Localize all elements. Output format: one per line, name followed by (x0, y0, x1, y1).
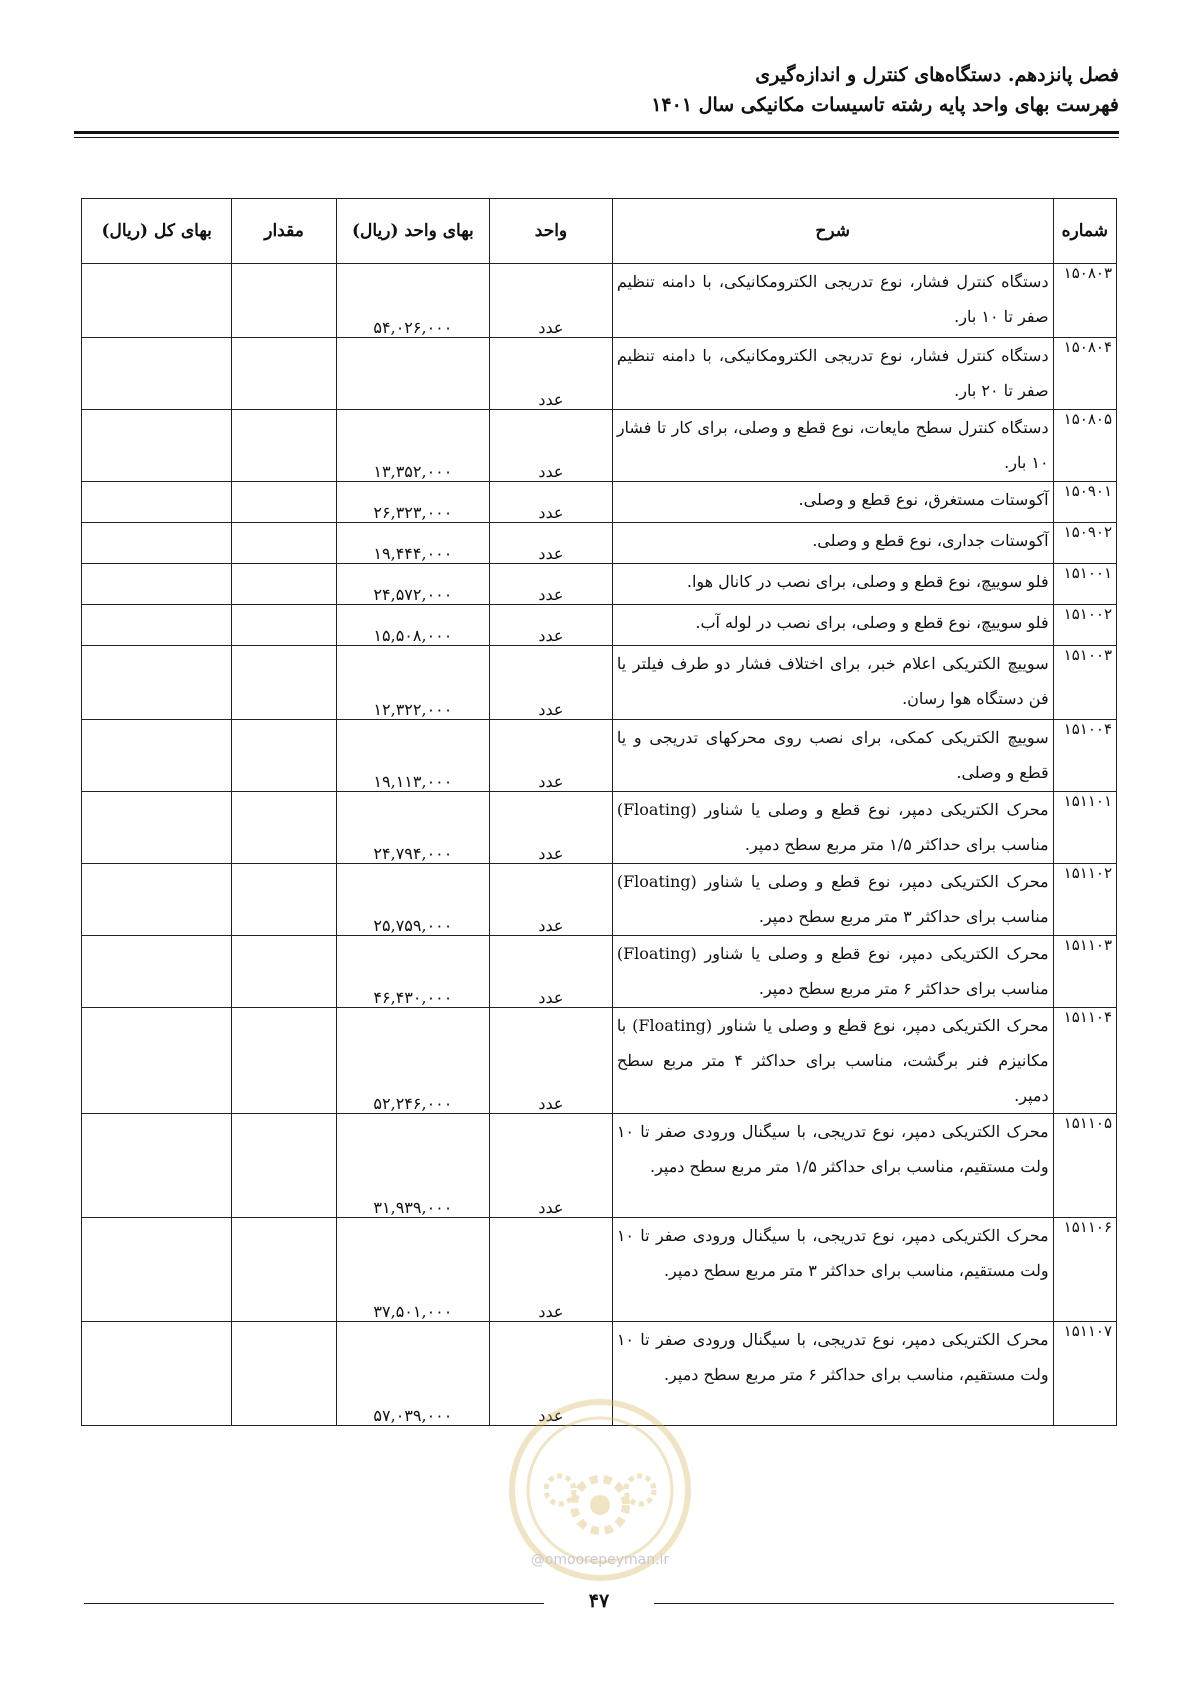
item-number: ۱۵۱۰۰۲ (1053, 605, 1116, 646)
item-description: محرک الکتریکی دمپر، نوع تدریجی، با سیگنال ورودی صفر تا ۱۰ ولت مستقیم، مناسب برای حداکثر ۱/۵ متر مربع سطح دمپر. (612, 1114, 1053, 1218)
table-row (82, 1114, 1117, 1218)
header-quantity: مقدار (232, 199, 336, 264)
item-unit: عدد (490, 864, 613, 936)
price-table (81, 198, 1117, 1426)
item-description: دستگاه کنترل فشار، نوع تدریجی الکترومکانیکی، با دامنه تنظیم صفر تا ۱۰ بار. (612, 264, 1053, 338)
item-total-price (82, 936, 232, 1008)
item-quantity (232, 482, 336, 523)
item-unit-price: ۳۱,۹۳۹,۰۰۰ (336, 1114, 489, 1218)
item-quantity (232, 936, 336, 1008)
item-number: ۱۵۱۱۰۶ (1053, 1218, 1116, 1322)
item-description: آکوستات جداری، نوع قطع و وصلی. (612, 523, 1053, 564)
item-description: محرک الکتریکی دمپر، نوع تدریجی، با سیگنال ورودی صفر تا ۱۰ ولت مستقیم، مناسب برای حداکثر ۶ متر مربع سطح دمپر. (612, 1322, 1053, 1426)
item-description: دستگاه کنترل سطح مایعات، نوع قطع و وصلی، برای کار تا فشار ۱۰ بار. (612, 410, 1053, 482)
item-unit: عدد (490, 264, 613, 338)
item-unit: عدد (490, 1218, 613, 1322)
table-row (82, 1218, 1117, 1322)
item-total-price (82, 864, 232, 936)
item-unit: عدد (490, 1114, 613, 1218)
item-unit: عدد (490, 523, 613, 564)
item-unit: عدد (490, 564, 613, 605)
item-total-price (82, 482, 232, 523)
document-title: فهرست بهای واحد پایه رشته تاسیسات مکانیکی سال ۱۴۰۱ (651, 94, 1119, 116)
item-quantity (232, 264, 336, 338)
item-quantity (232, 1322, 336, 1426)
item-quantity (232, 1114, 336, 1218)
item-unit-price: ۲۵,۷۵۹,۰۰۰ (336, 864, 489, 936)
page-header (74, 60, 1119, 120)
item-description: سوییچ الکتریکی اعلام خبر، برای اختلاف فشار دو طرف فیلتر یا فن دستگاه هوا رسان. (612, 646, 1053, 720)
table-row (82, 1322, 1117, 1426)
item-quantity (232, 1008, 336, 1114)
item-total-price (82, 792, 232, 864)
item-number: ۱۵۱۰۰۱ (1053, 564, 1116, 605)
item-number: ۱۵۱۱۰۷ (1053, 1322, 1116, 1426)
table-body (82, 264, 1117, 1426)
table-row (82, 338, 1117, 410)
table-row (82, 482, 1117, 523)
item-unit-price: ۱۳,۳۵۲,۰۰۰ (336, 410, 489, 482)
table-row (82, 936, 1117, 1008)
item-description: محرک الکتریکی دمپر، نوع تدریجی، با سیگنال ورودی صفر تا ۱۰ ولت مستقیم، مناسب برای حداکثر ۳ متر مربع سطح دمپر. (612, 1218, 1053, 1322)
item-unit-price: ۲۴,۵۷۲,۰۰۰ (336, 564, 489, 605)
item-quantity (232, 646, 336, 720)
item-unit: عدد (490, 605, 613, 646)
item-quantity (232, 410, 336, 482)
item-unit-price: ۵۷,۰۳۹,۰۰۰ (336, 1322, 489, 1426)
item-unit-price: ۵۲,۲۴۶,۰۰۰ (336, 1008, 489, 1114)
item-unit: عدد (490, 482, 613, 523)
item-unit-price (336, 338, 489, 410)
chapter-title: فصل پانزدهم. دستگاه‌های کنترل و اندازه‌گیری (755, 64, 1119, 86)
item-description: فلو سوییچ، نوع قطع و وصلی، برای نصب در کانال هوا. (612, 564, 1053, 605)
header-unit: واحد (490, 199, 613, 264)
table-row (82, 564, 1117, 605)
footer-rule-right (654, 1603, 1114, 1604)
header-rule-thick (74, 131, 1119, 134)
item-unit-price: ۲۶,۳۲۳,۰۰۰ (336, 482, 489, 523)
item-quantity (232, 1218, 336, 1322)
item-number: ۱۵۱۱۰۵ (1053, 1114, 1116, 1218)
item-total-price (82, 264, 232, 338)
item-unit-price: ۱۹,۱۱۳,۰۰۰ (336, 720, 489, 792)
item-description: سوییچ الکتریکی کمکی، برای نصب روی محرکهای تدریجی و یا قطع و وصلی. (612, 720, 1053, 792)
item-quantity (232, 720, 336, 792)
item-quantity (232, 864, 336, 936)
item-unit: عدد (490, 720, 613, 792)
table-header-row (82, 199, 1117, 264)
item-total-price (82, 720, 232, 792)
item-total-price (82, 646, 232, 720)
item-unit-price: ۳۷,۵۰۱,۰۰۰ (336, 1218, 489, 1322)
item-quantity (232, 792, 336, 864)
item-unit: عدد (490, 646, 613, 720)
item-number: ۱۵۱۱۰۴ (1053, 1008, 1116, 1114)
header-unit-price: بهای واحد (ریال) (336, 199, 489, 264)
table-row (82, 1008, 1117, 1114)
item-total-price (82, 523, 232, 564)
header-description: شرح (612, 199, 1053, 264)
table-row (82, 264, 1117, 338)
header-number: شماره (1053, 199, 1116, 264)
item-quantity (232, 605, 336, 646)
item-quantity (232, 523, 336, 564)
item-number: ۱۵۱۰۰۳ (1053, 646, 1116, 720)
item-number: ۱۵۰۸۰۴ (1053, 338, 1116, 410)
item-description: فلو سوییچ، نوع قطع و وصلی، برای نصب در لوله آب. (612, 605, 1053, 646)
item-unit-price: ۴۶,۴۳۰,۰۰۰ (336, 936, 489, 1008)
table-row (82, 410, 1117, 482)
item-unit-price: ۵۴,۰۲۶,۰۰۰ (336, 264, 489, 338)
item-total-price (82, 605, 232, 646)
item-unit: عدد (490, 792, 613, 864)
footer-rule-left (84, 1603, 544, 1604)
item-unit-price: ۱۹,۴۴۴,۰۰۰ (336, 523, 489, 564)
item-unit: عدد (490, 1008, 613, 1114)
item-unit: عدد (490, 338, 613, 410)
table-row (82, 720, 1117, 792)
item-quantity (232, 338, 336, 410)
item-description: محرک الکتریکی دمپر، نوع قطع و وصلی یا شناور (Floating) با مکانیزم فنر برگشت، مناسب برای حداکثر ۴ متر مربع سطح دمپر. (612, 1008, 1053, 1114)
item-total-price (82, 338, 232, 410)
item-total-price (82, 1114, 232, 1218)
table-row (82, 792, 1117, 864)
table-row (82, 864, 1117, 936)
item-number: ۱۵۰۹۰۲ (1053, 523, 1116, 564)
item-description: محرک الکتریکی دمپر، نوع قطع و وصلی یا شناور (Floating) مناسب برای حداکثر ۶ متر مربع سطح دمپر. (612, 936, 1053, 1008)
item-number: ۱۵۱۱۰۳ (1053, 936, 1116, 1008)
item-unit-price: ۱۲,۳۲۲,۰۰۰ (336, 646, 489, 720)
item-unit: عدد (490, 410, 613, 482)
table-row (82, 646, 1117, 720)
item-number: ۱۵۰۸۰۳ (1053, 264, 1116, 338)
item-unit: عدد (490, 1322, 613, 1426)
item-number: ۱۵۱۰۰۴ (1053, 720, 1116, 792)
header-total-price: بهای کل (ریال) (82, 199, 232, 264)
table-row (82, 523, 1117, 564)
item-description: آکوستات مستغرق، نوع قطع و وصلی. (612, 482, 1053, 523)
item-total-price (82, 410, 232, 482)
item-number: ۱۵۱۱۰۱ (1053, 792, 1116, 864)
item-number: ۱۵۰۸۰۵ (1053, 410, 1116, 482)
item-unit-price: ۱۵,۵۰۸,۰۰۰ (336, 605, 489, 646)
item-quantity (232, 564, 336, 605)
item-number: ۱۵۰۹۰۱ (1053, 482, 1116, 523)
item-description: محرک الکتریکی دمپر، نوع قطع و وصلی یا شناور (Floating) مناسب برای حداکثر ۳ متر مربع سطح دمپر. (612, 864, 1053, 936)
item-total-price (82, 1322, 232, 1426)
item-number: ۱۵۱۱۰۲ (1053, 864, 1116, 936)
watermark-url: @omoorepeyman.ir (530, 1552, 670, 1568)
item-total-price (82, 1008, 232, 1114)
item-total-price (82, 564, 232, 605)
item-unit: عدد (490, 936, 613, 1008)
item-description: محرک الکتریکی دمپر، نوع قطع و وصلی یا شناور (Floating) مناسب برای حداکثر ۱/۵ متر مربع سطح دمپر. (612, 792, 1053, 864)
item-unit-price: ۲۴,۷۹۴,۰۰۰ (336, 792, 489, 864)
item-total-price (82, 1218, 232, 1322)
item-description: دستگاه کنترل فشار، نوع تدریجی الکترومکانیکی، با دامنه تنظیم صفر تا ۲۰ بار. (612, 338, 1053, 410)
page-number: ۴۷ (588, 1590, 610, 1612)
table-row (82, 605, 1117, 646)
header-rule-thin (74, 137, 1119, 138)
